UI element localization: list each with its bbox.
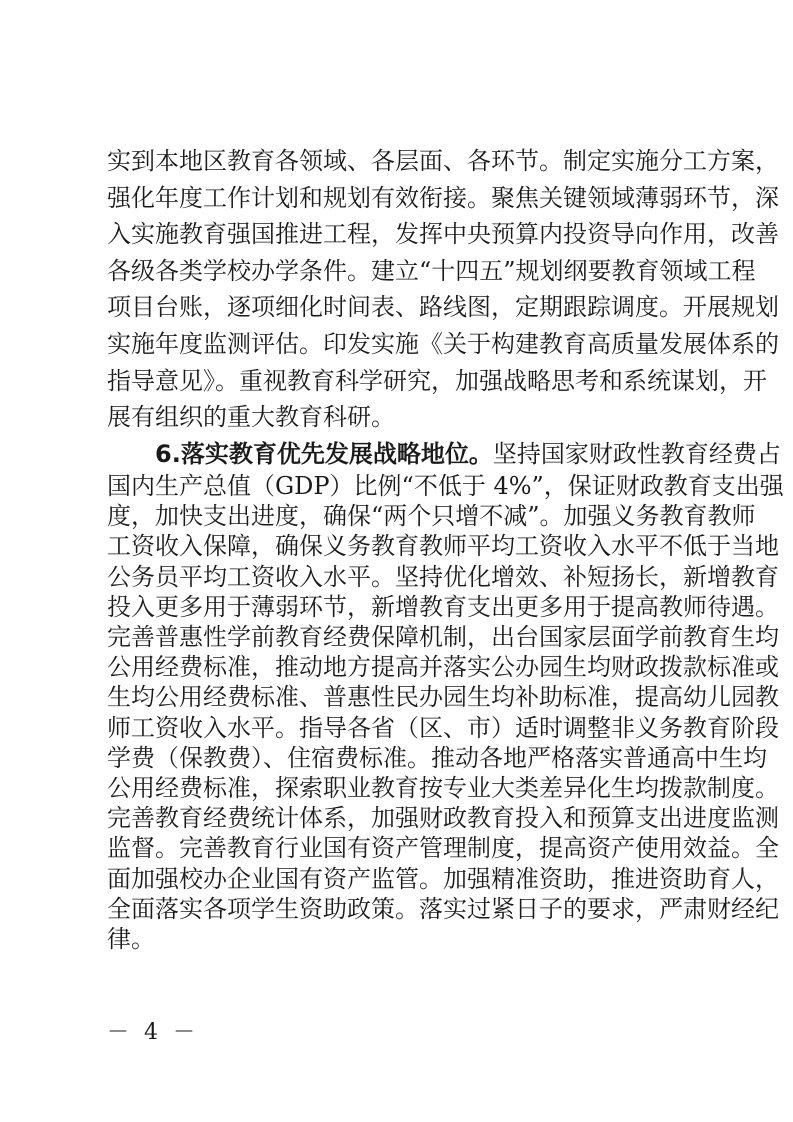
paragraph-1-line: 展有组织的重大教育科研。 <box>107 403 395 432</box>
paragraph-2-line: 国内生产总值（GDP）比例“不低于 4%”，保证财政教育支出强 <box>107 472 784 500</box>
paragraph-2-line: 投入更多用于薄弱环节，新增教育支出更多用于提高教师待遇。 <box>107 592 779 621</box>
paragraph-2-first-line <box>155 434 781 474</box>
paragraph-2-line: 全面落实各项学生资助政策。落实过紧日子的要求，严肃财经纪 <box>107 894 779 923</box>
paragraph-2-line: 度，加快支出进度，确保“两个只增不减”。加强义务教育教师 <box>107 502 756 531</box>
paragraph-1-line: 实到本地区教育各领域、各层面、各环节。制定实施分工方案， <box>107 147 779 175</box>
section-heading: 6.落实教育优先发展战略地位。 <box>155 440 493 468</box>
paragraph-2-line: 监督。完善教育行业国有资产管理制度，提高资产使用效益。全 <box>107 834 779 863</box>
paragraph-2-line: 律。 <box>107 925 155 953</box>
page-number: － 4 － <box>107 1020 199 1045</box>
paragraph-2-line: 完善普惠性学前教育经费保障机制，出台国家层面学前教育生均 <box>107 623 779 651</box>
paragraph-1-line: 强化年度工作计划和规划有效衔接。聚焦关键领域薄弱环节，深 <box>107 183 779 212</box>
paragraph-2-line: 生均公用经费标准、普惠性民办园生均补助标准，提高幼儿园教 <box>107 683 779 712</box>
paragraph-2-line: 公用经费标准，推动地方提高并落实公办园生均财政拨款标准或 <box>107 653 779 682</box>
paragraph-2-first-line-text: 坚持国家财政性教育经费占 <box>492 440 781 468</box>
paragraph-1-line: 实施年度监测评估。印发实施《关于构建教育高质量发展体系的 <box>107 330 779 358</box>
paragraph-2-line: 完善教育经费统计体系，加强财政教育投入和预算支出进度监测 <box>107 804 779 833</box>
paragraph-2-line: 公用经费标准，探索职业教育按专业大类差异化生均拨款制度。 <box>107 774 779 802</box>
paragraph-2-line: 面加强校办企业国有资产监管。加强精准资助，推进资助育人， <box>107 864 779 893</box>
paragraph-2-line: 工资收入保障，确保义务教育教师平均工资收入水平不低于当地 <box>107 532 779 561</box>
paragraph-1-line: 项目台账，逐项细化时间表、路线图，定期跟踪调度。开展规划 <box>107 293 779 322</box>
paragraph-1-line: 各级各类学校办学条件。建立“十四五”规划纲要教育领域工程 <box>107 256 756 285</box>
paragraph-2-line: 师工资收入水平。指导各省（区、市）适时调整非义务教育阶段 <box>107 713 779 742</box>
paragraph-2-line: 学费（保教费）、住宿费标准。推动各地严格落实普通高中生均 <box>107 743 767 772</box>
paragraph-1-line: 指导意见》。重视教育科学研究，加强战略思考和系统谋划，开 <box>107 366 767 395</box>
paragraph-2-line: 公务员平均工资收入水平。坚持优化增效、补短扬长，新增教育 <box>107 562 779 591</box>
paragraph-1-line: 入实施教育强国推进工程，发挥中央预算内投资导向作用，改善 <box>107 220 779 249</box>
